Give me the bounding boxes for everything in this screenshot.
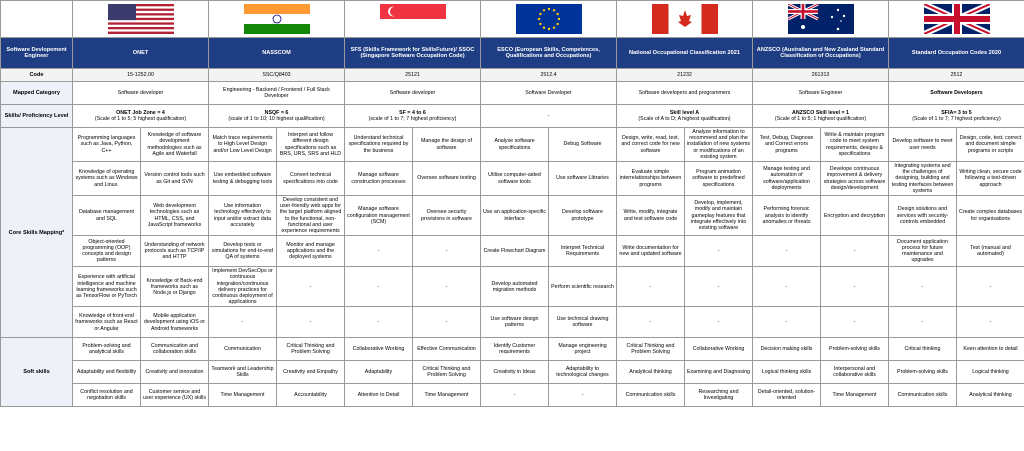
level-cell bbox=[481, 105, 617, 128]
skill-cell: Knowledge of software development methodologies such as Agile and Waterfall bbox=[141, 128, 209, 162]
skill-cell: - bbox=[345, 267, 413, 307]
skill-cell: Develop software to meet user needs bbox=[889, 128, 957, 162]
singapore-flag-icon bbox=[380, 4, 446, 34]
skill-cell: - bbox=[685, 236, 753, 267]
level-main: NSQF = 6 bbox=[264, 109, 289, 116]
flag-row bbox=[1, 1, 1024, 38]
category-row bbox=[1, 82, 1024, 105]
skill-cell: Use an application-specific interface bbox=[481, 196, 549, 236]
skill-cell: Logical thinking bbox=[957, 361, 1024, 384]
skill-cell: - bbox=[413, 307, 481, 338]
skill-cell: Decision making skills bbox=[753, 338, 821, 361]
skill-cell: - bbox=[821, 267, 889, 307]
skill-cell: Oversee software testing bbox=[413, 162, 481, 196]
code-cell: 25121 bbox=[345, 69, 481, 82]
skill-cell: Problem-solving skills bbox=[889, 361, 957, 384]
soft-label: Soft skills bbox=[1, 338, 73, 407]
skill-cell: Time Management bbox=[209, 384, 277, 407]
level-sub: (Scale of A to D; A highest qualification) bbox=[638, 116, 731, 122]
header-anzsco: ANZSCO (Australian and New Zealand Standard Classification of Occupations) bbox=[753, 38, 889, 69]
skill-cell: Design, code, test, correct and document simple programs or scripts bbox=[957, 128, 1024, 162]
skill-cell: Write documentation for new and updated software bbox=[617, 236, 685, 267]
code-cell: 2512.4 bbox=[481, 69, 617, 82]
skill-cell: Program animation software to predefined specifications bbox=[685, 162, 753, 196]
skill-cell: Test, Debug, Diagnose and Correct errors programs bbox=[753, 128, 821, 162]
skill-cell: Problem-solving and analytical skills bbox=[73, 338, 141, 361]
header-soc: Standard Occupation Codes 2020 bbox=[889, 38, 1024, 69]
level-main: ONET Job Zone = 4 bbox=[116, 109, 165, 116]
skill-cell: Database management and SQL bbox=[73, 196, 141, 236]
skill-cell: Identify Customer requirements bbox=[481, 338, 549, 361]
level-cell bbox=[73, 105, 209, 128]
skill-cell: Create Flowchart Diagram bbox=[481, 236, 549, 267]
category-cell: Software Developer bbox=[481, 82, 617, 105]
header-corner: Software Devlopement Engineer bbox=[1, 38, 73, 69]
skill-cell: - bbox=[549, 384, 617, 407]
skill-cell: Use technical drawing software bbox=[549, 307, 617, 338]
skill-cell: Manage software construction processes bbox=[345, 162, 413, 196]
framework-header-row bbox=[1, 38, 1024, 69]
skill-cell: Knowledge of operating systems such as Windows and Linux. bbox=[73, 162, 141, 196]
header-onet: ONET bbox=[73, 38, 209, 69]
india-flag-icon bbox=[244, 4, 310, 34]
level-sub: (Scale of 1 to 5; 1 highest qualification) bbox=[774, 116, 867, 122]
skill-cell: Analytical thinking bbox=[617, 361, 685, 384]
skill-cell: Debug Software bbox=[549, 128, 617, 162]
skill-cell: Critical Thinking and Problem Solving bbox=[413, 361, 481, 384]
skill-cell: Create complex databases for organisations bbox=[957, 196, 1024, 236]
skill-cell: Integrating systems and the challenges of designing, building and testing interfaces between systems bbox=[889, 162, 957, 196]
skill-cell: Knowledge of Back-end frameworks such as Node.js or Django bbox=[141, 267, 209, 307]
skill-cell: Conflict resolution and negotiation skills bbox=[73, 384, 141, 407]
canada-flag-cell bbox=[617, 1, 753, 38]
soft-skill-row bbox=[1, 338, 1024, 361]
level-row bbox=[1, 105, 1024, 128]
skill-cell: Implement DevSecOps or continuous integration/continuous delivery practices for continuous deployment of applications bbox=[209, 267, 277, 307]
header-sfs: SFS (Skills Framework for SkillsFuture)/ SSOC (Singapore Software Occupation Code) bbox=[345, 38, 481, 69]
skill-cell: Creativity in Ideas bbox=[481, 361, 549, 384]
skill-cell: Develope continuous improvement & delivery strategies across software design/development bbox=[821, 162, 889, 196]
soft-skills-section bbox=[1, 338, 1024, 407]
skill-cell: Develop tests or simulations for end-to-end QA of systems bbox=[209, 236, 277, 267]
code-cell: SSC/Q8403 bbox=[209, 69, 345, 82]
skill-cell: Match trace requirements to High Level Design and/or Low Level Design bbox=[209, 128, 277, 162]
skill-cell: Analyze information to recommend and plan the installation of new systems or modifications of an existing system bbox=[685, 128, 753, 162]
skill-cell: Object-oriented programming (OOP) concepts and design patterns bbox=[73, 236, 141, 267]
skill-cell: Understanding of network protocols such as TCP/IP and HTTP bbox=[141, 236, 209, 267]
skill-cell: - bbox=[889, 307, 957, 338]
skill-cell: Document application process for future maintenance and upgrades bbox=[889, 236, 957, 267]
code-row bbox=[1, 69, 1024, 82]
core-skills-section bbox=[1, 128, 1024, 338]
skill-cell: - bbox=[277, 307, 345, 338]
skill-cell: Write, modify, integrate and test software code bbox=[617, 196, 685, 236]
skill-cell: Critical Thinking and Problem Solving bbox=[617, 338, 685, 361]
skill-cell: Use software design patterns bbox=[481, 307, 549, 338]
skill-cell: - bbox=[685, 267, 753, 307]
skill-cell: Detail-oriented, solution-oriented bbox=[753, 384, 821, 407]
uk-flag-icon bbox=[924, 4, 990, 34]
skill-cell: Understand technical specifications required by the business bbox=[345, 128, 413, 162]
skill-cell: - bbox=[413, 236, 481, 267]
skill-cell: Manage testing and automation of software/application deployments bbox=[753, 162, 821, 196]
skill-cell: - bbox=[821, 236, 889, 267]
skill-cell: - bbox=[481, 384, 549, 407]
core-skill-row bbox=[1, 162, 1024, 196]
india-flag-cell bbox=[209, 1, 345, 38]
skill-cell: Write & maintain program code to meet system requirements, designs & specifications bbox=[821, 128, 889, 162]
level-main: Skill level A bbox=[669, 109, 700, 116]
skill-cell: Effective Communication bbox=[413, 338, 481, 361]
skill-cell: Use software Libraries bbox=[549, 162, 617, 196]
skill-cell: Design solutions and services with security-controls embedded bbox=[889, 196, 957, 236]
skill-cell: Problem-solving skills bbox=[821, 338, 889, 361]
skill-cell: Logical thinking skills bbox=[753, 361, 821, 384]
soft-skill-row bbox=[1, 361, 1024, 384]
skill-cell: Customer service and user experience (UX) skills bbox=[141, 384, 209, 407]
header-esco: ESCO (European Skills, Competences, Qualifications and Occupations) bbox=[481, 38, 617, 69]
category-label: Mapped Category bbox=[1, 82, 73, 105]
skill-cell: Teamwork and Leadership Skills bbox=[209, 361, 277, 384]
eu-flag-icon bbox=[516, 4, 582, 34]
core-skill-row bbox=[1, 236, 1024, 267]
skill-cell: Knowledge of front-end frameworks such as React or Angular bbox=[73, 307, 141, 338]
skill-cell: - bbox=[345, 236, 413, 267]
skill-cell: Convert technical specifications into code bbox=[277, 162, 345, 196]
skill-cell: Utilise computer-aided software tools bbox=[481, 162, 549, 196]
corner-cell bbox=[1, 1, 73, 38]
skill-cell: Analytical thinking bbox=[957, 384, 1024, 407]
skill-cell: Examining and Diagnosing bbox=[685, 361, 753, 384]
skill-cell: Test (manual and automated) bbox=[957, 236, 1024, 267]
level-cell bbox=[345, 105, 481, 128]
skill-cell: Communication bbox=[209, 338, 277, 361]
skill-cell: - bbox=[617, 307, 685, 338]
skill-cell: - bbox=[821, 307, 889, 338]
skill-cell: Attention to Detail bbox=[345, 384, 413, 407]
skill-cell: - bbox=[957, 267, 1024, 307]
header-noc: National Occupational Classification 2021 bbox=[617, 38, 753, 69]
skill-cell: Creativity and innovation bbox=[141, 361, 209, 384]
skill-cell: Mobile application development using iOS or Android frameworks bbox=[141, 307, 209, 338]
skill-cell: Time Management bbox=[821, 384, 889, 407]
category-cell: Software developer bbox=[345, 82, 481, 105]
australia-flag-cell bbox=[753, 1, 889, 38]
soft-skill-row bbox=[1, 384, 1024, 407]
skill-cell: Accountability bbox=[277, 384, 345, 407]
skill-cell: Use embedded software testing & debugging tools bbox=[209, 162, 277, 196]
skill-cell: Adaptability bbox=[345, 361, 413, 384]
skill-cell: Creativity and Empathy bbox=[277, 361, 345, 384]
skill-cell: Communication and collaboration skills bbox=[141, 338, 209, 361]
skill-cell: Communication skills bbox=[889, 384, 957, 407]
category-cell: Engineering - Backend / Frontend / Full Stack Developer bbox=[209, 82, 345, 105]
skill-cell: - bbox=[753, 236, 821, 267]
skill-cell: Collaborative Working bbox=[685, 338, 753, 361]
skill-cell: - bbox=[753, 267, 821, 307]
skill-cell: Oversee security provisions in software bbox=[413, 196, 481, 236]
skill-cell: Develop software prototype bbox=[549, 196, 617, 236]
skill-cell: Interpret and follow different design specifications such as BRS, URS, SRS and HLD bbox=[277, 128, 345, 162]
usa-flag-cell bbox=[73, 1, 209, 38]
canada-flag-icon bbox=[652, 4, 718, 34]
skill-cell: Writing clean, secure code following a test-driven approach bbox=[957, 162, 1024, 196]
code-cell: 261313 bbox=[753, 69, 889, 82]
core-label: Core Skills Mapping* bbox=[1, 128, 73, 338]
skill-cell: Version control tools such as Git and SVN bbox=[141, 162, 209, 196]
level-main: SF = 4 to 6 bbox=[399, 109, 426, 116]
code-cell: 21232 bbox=[617, 69, 753, 82]
skill-cell: Keen attention to detail bbox=[957, 338, 1024, 361]
skill-cell: Develop consistent and user-friendly web apps for the target platform aligned to the functional, non-functional and user experience requirements bbox=[277, 196, 345, 236]
skill-cell: Time Management bbox=[413, 384, 481, 407]
skill-cell: Design, write, read, test, and correct code for new software bbox=[617, 128, 685, 162]
australia-flag-icon bbox=[788, 4, 854, 34]
level-cell bbox=[889, 105, 1024, 128]
skill-cell: Performing forensic analysis to identify anomalies or threats bbox=[753, 196, 821, 236]
skill-cell: Interpret Technical Requirements bbox=[549, 236, 617, 267]
skill-cell: - bbox=[957, 307, 1024, 338]
level-sub: (Scale of 1 to 5; 5 highest qualification) bbox=[94, 116, 187, 122]
level-sub: (scale of 1 to 7; 7 highest proficiency) bbox=[368, 116, 457, 122]
level-cell bbox=[209, 105, 345, 128]
usa-flag-icon bbox=[108, 4, 174, 34]
level-main: SFIA= 3 to 5 bbox=[941, 109, 972, 116]
core-skill-row bbox=[1, 267, 1024, 307]
skill-cell: Programming languages such as Java, Python, C++ bbox=[73, 128, 141, 162]
core-skill-row bbox=[1, 128, 1024, 162]
skill-cell: Develop automated migration methods bbox=[481, 267, 549, 307]
header-nasscom: NASSCOM bbox=[209, 38, 345, 69]
category-cell: Software Engineer bbox=[753, 82, 889, 105]
level-main: ANZSCO Skill level = 1 bbox=[792, 109, 849, 116]
skill-cell: - bbox=[753, 307, 821, 338]
skill-cell: - bbox=[413, 267, 481, 307]
level-sub: (Scale of 1 to 7; 7 highest proficiency) bbox=[912, 116, 1001, 122]
category-cell: Software Developers bbox=[889, 82, 1024, 105]
skill-cell: Researching and Investigating bbox=[685, 384, 753, 407]
skill-cell: Analyse software specifications bbox=[481, 128, 549, 162]
skill-cell: Critical Thinking and Problem Solving bbox=[277, 338, 345, 361]
code-cell: 15-1252.00 bbox=[73, 69, 209, 82]
eu-flag-cell bbox=[481, 1, 617, 38]
skill-cell: Encryption and decryption bbox=[821, 196, 889, 236]
skill-cell: - bbox=[617, 267, 685, 307]
skill-cell: Experience with artificial intelligence and machine learning frameworks such as TensorFlow or PyTorch bbox=[73, 267, 141, 307]
skill-cell: - bbox=[345, 307, 413, 338]
skill-cell: Communication skills bbox=[617, 384, 685, 407]
skill-cell: Perform scientific research bbox=[549, 267, 617, 307]
skill-cell: Manage software configuration management (SCM) bbox=[345, 196, 413, 236]
level-cell bbox=[617, 105, 753, 128]
skill-cell: - bbox=[889, 267, 957, 307]
singapore-flag-cell bbox=[345, 1, 481, 38]
skill-cell: - bbox=[277, 267, 345, 307]
category-cell: Software developer bbox=[73, 82, 209, 105]
skill-cell: Adaptability to technological changes bbox=[549, 361, 617, 384]
level-sub: (scale of 1 to 10; 10 highest qualification) bbox=[228, 116, 325, 122]
core-skill-row bbox=[1, 307, 1024, 338]
skill-cell: Develop, implement, modify and maintain gameplay features that integrate effectively into existing software bbox=[685, 196, 753, 236]
skill-cell: Use information technology effectively to input and/or extract data accurately bbox=[209, 196, 277, 236]
skill-cell: Manage engineering project bbox=[549, 338, 617, 361]
level-main: - bbox=[547, 112, 550, 119]
category-cell: Software developers and programmers bbox=[617, 82, 753, 105]
level-label: Skills/ Proficiency Level bbox=[1, 105, 73, 128]
skill-cell: Monitor and manage applications and the deployed systems bbox=[277, 236, 345, 267]
skill-cell: - bbox=[685, 307, 753, 338]
skill-cell: Critical thinking bbox=[889, 338, 957, 361]
skill-cell: Adaptability and flexibility bbox=[73, 361, 141, 384]
skill-cell: Collaborative Working bbox=[345, 338, 413, 361]
code-label: Code bbox=[1, 69, 73, 82]
code-cell: 2512 bbox=[889, 69, 1024, 82]
skill-cell: - bbox=[209, 307, 277, 338]
skill-cell: Web development technologies such as HTML, CSS, and JavaScript frameworks bbox=[141, 196, 209, 236]
skill-cell: Manage the design of software bbox=[413, 128, 481, 162]
level-cell bbox=[753, 105, 889, 128]
core-skill-row bbox=[1, 196, 1024, 236]
uk-flag-cell bbox=[889, 1, 1024, 38]
skill-cell: Interpersonal and collaborative skills bbox=[821, 361, 889, 384]
skill-cell: Evaluate simple interrelationships between programs bbox=[617, 162, 685, 196]
